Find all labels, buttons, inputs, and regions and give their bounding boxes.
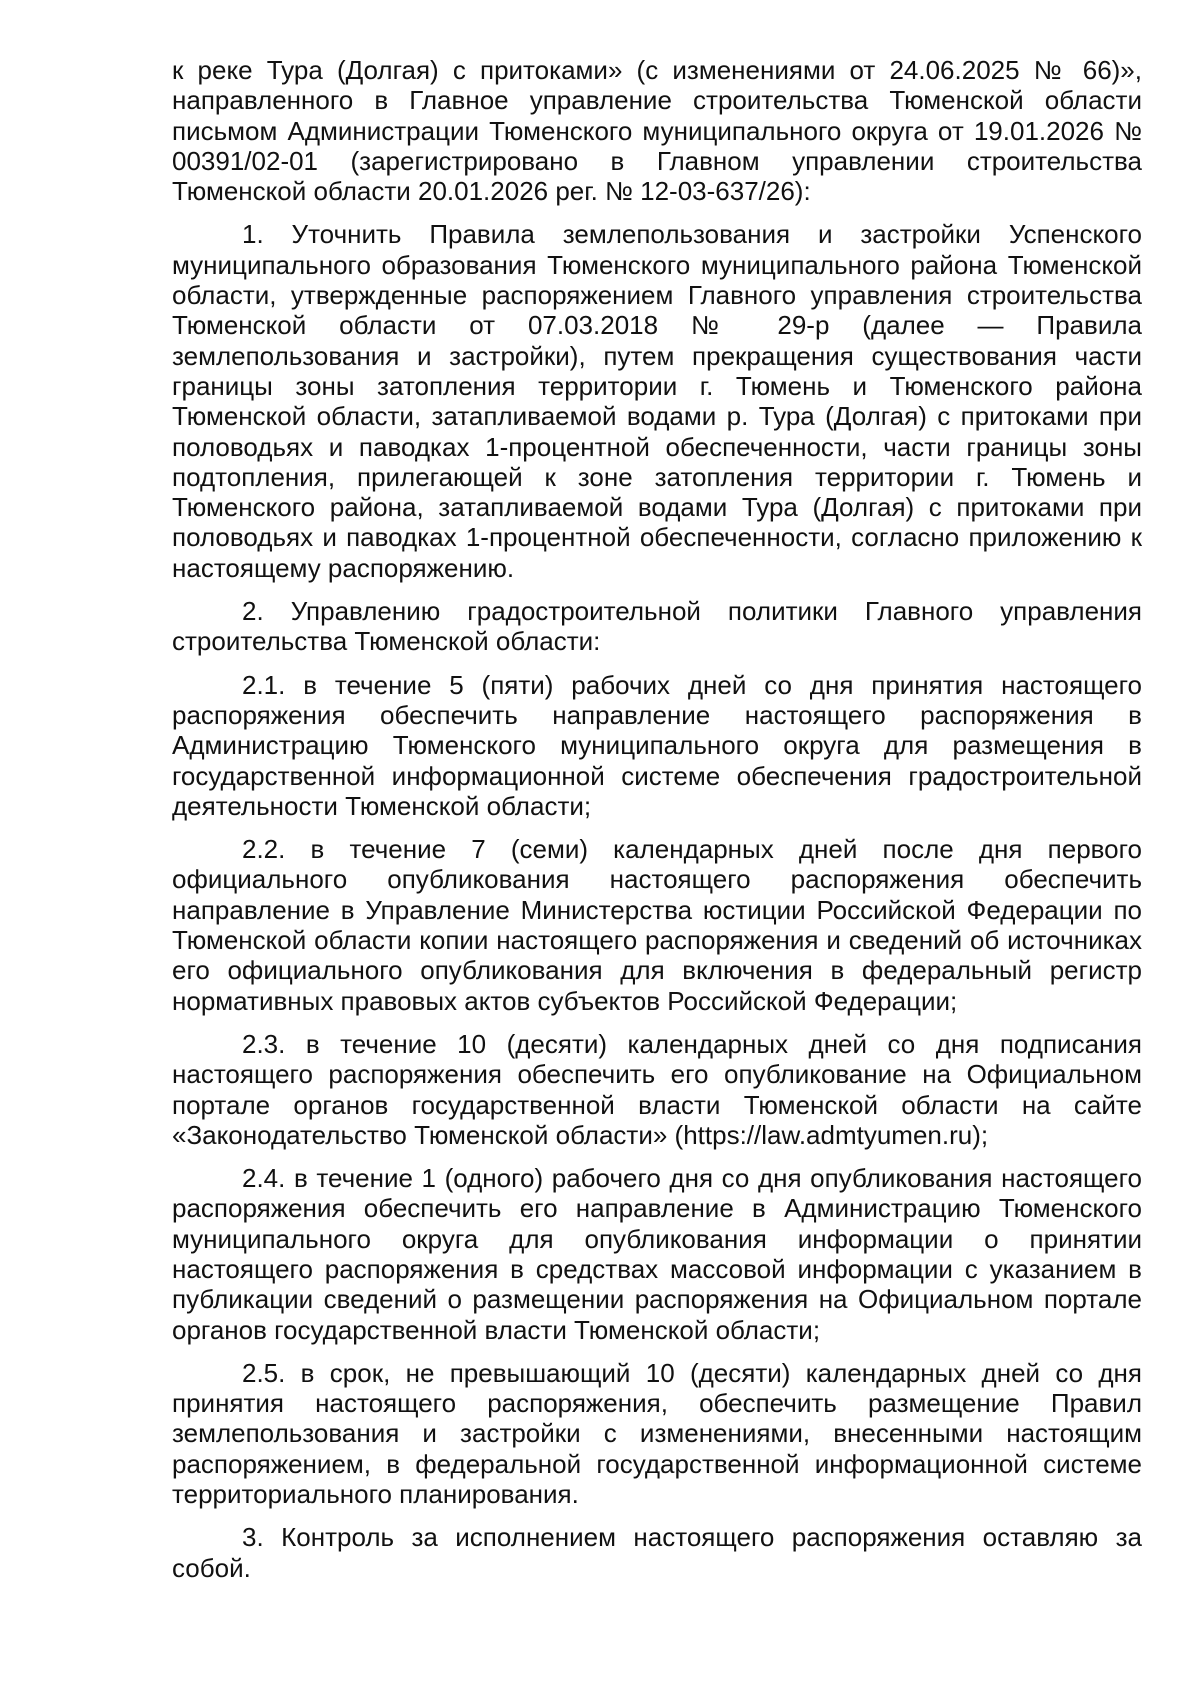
paragraph-item-3: 3. Контроль за исполнением настоящего распоряжения оставляю за собой. [172, 1522, 1142, 1583]
paragraph-item-2-2: 2.2. в течение 7 (семи) календарных дней после дня первого официального опубликования настоящего распоряжения обеспечить направление в Управление Министерства юстиции Российской Федерации по Тюменской области копии настоящего распоряжения и сведений об источниках его официального опубликования для включения в федеральный регистр нормативных правовых актов субъектов Российской Федерации; [172, 834, 1142, 1016]
paragraph-item-2-4: 2.4. в течение 1 (одного) рабочего дня со дня опубликования настоящего распоряжения обеспечить его направление в Администрацию Тюменского муниципального округа для опубликования информации о принятии настоящего распоряжения в средствах массовой информации с указанием в публикации сведений о размещении распоряжения на Официальном портале органов государственной власти Тюменской области; [172, 1163, 1142, 1345]
paragraph-item-2-1: 2.1. в течение 5 (пяти) рабочих дней со дня принятия настоящего распоряжения обеспечить направление настоящего распоряжения в Администрацию Тюменского муниципального округа для размещения в государственной информационной системе обеспечения градостроительной деятельности Тюменской области; [172, 669, 1142, 821]
document-body [172, 55, 1142, 1596]
paragraph-item-2-3: 2.3. в течение 10 (десяти) календарных дней со дня подписания настоящего распоряжения обеспечить его опубликование на Официальном портале органов государственной власти Тюменской области на сайте «Законодательство Тюменской области» (https://law.admtyumen.ru); [172, 1028, 1142, 1150]
paragraph-item-2: 2. Управлению градостроительной политики Главного управления строительства Тюменской области: [172, 596, 1142, 657]
paragraph-item-2-5: 2.5. в срок, не превышающий 10 (десяти) календарных дней со дня принятия настоящего распоряжения, обеспечить размещение Правил землепользования и застройки с изменениями, внесенными настоящим распоряжением, в федеральной государственной информационной системе территориального планирования. [172, 1357, 1142, 1510]
paragraph-item-1: 1. Уточнить Правила землепользования и застройки Успенского муниципального образования Тюменского муниципального района Тюменской области, утвержденные распоряжением Главного управления строительства Тюменской области от 07.03.2018 № 29-р (далее — Правила землепользования и застройки), путем прекращения существования части границы зоны затопления территории г. Тюмень и Тюменского района Тюменской области, затапливаемой водами р. Тура (Долгая) с притоками при половодьях и паводках 1-процентной обеспеченности, части границы зоны подтопления, прилегающей к зоне затопления территории г. Тюмень и Тюменского района, затапливаемой водами Тура (Долгая) с притоками при половодьях и паводках 1-процентной обеспеченности, согласно приложению к настоящему распоряжению. [172, 219, 1142, 583]
paragraph-intro: к реке Тура (Долгая) с притоками» (с изменениями от 24.06.2025 № 66)», направленного в Главное управление строительства Тюменской области письмом Администрации Тюменского муниципального округа от 19.01.2026 № 00391/02-01 (зарегистрировано в Главном управлении строительства Тюменской области 20.01.2026 рег. № 12-03-637/26): [172, 55, 1142, 207]
